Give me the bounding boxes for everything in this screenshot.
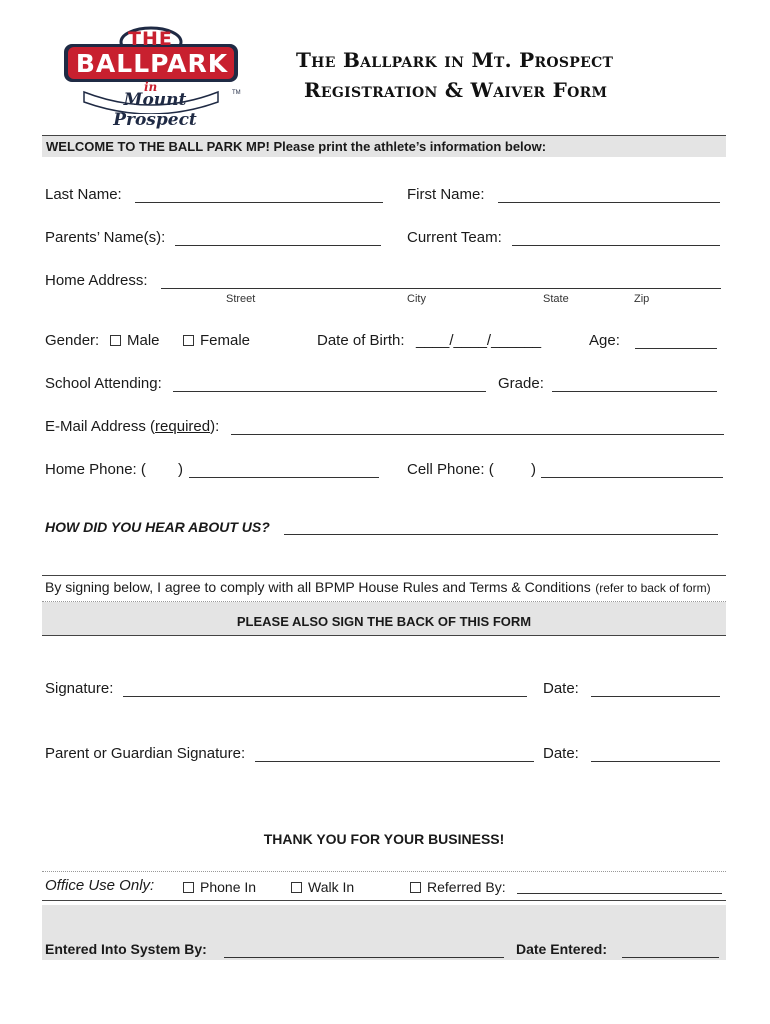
logo-ballpark: BALLPARK <box>75 49 229 78</box>
logo-the: THE <box>128 28 173 50</box>
parents-name-field[interactable] <box>175 245 381 246</box>
hear-about-field[interactable] <box>284 534 718 535</box>
current-team-label: Current Team: <box>407 229 502 246</box>
female-label: Female <box>200 332 251 349</box>
email-required: required <box>155 418 211 435</box>
current-team-field[interactable] <box>512 245 720 246</box>
date-entered-field[interactable] <box>622 957 719 958</box>
female-option[interactable] <box>183 332 250 349</box>
guardian-signature-label: Parent or Guardian Signature: <box>45 745 246 762</box>
referred-by-option[interactable] <box>410 879 506 895</box>
logo-mount-prospect: Mount Prospect <box>113 90 197 130</box>
age-label: Age: <box>589 332 620 349</box>
cell-phone-label: Cell Phone: ( <box>407 461 494 478</box>
date-entered-label: Date Entered: <box>516 941 608 957</box>
agreement-note: (refer to back of form) <box>595 581 711 595</box>
parents-name-label: Parents’ Name(s): <box>45 229 166 246</box>
guardian-date-label: Date: <box>543 745 579 762</box>
logo-trademark: TM <box>232 90 241 96</box>
home-phone-field[interactable] <box>189 477 379 478</box>
walk-in-option[interactable] <box>291 879 354 895</box>
signature-field[interactable] <box>123 696 527 697</box>
welcome-text: WELCOME TO THE BALL PARK MP! Please print the athlete’s information below: <box>46 139 547 154</box>
logo-in: in <box>144 80 158 94</box>
female-checkbox[interactable] <box>183 335 194 346</box>
email-label <box>45 418 219 435</box>
email-label-suffix: ): <box>210 418 220 435</box>
agreement-bottom-rule <box>42 635 726 636</box>
signature-date-field[interactable] <box>591 696 720 697</box>
sign-back-text: PLEASE ALSO SIGN THE BACK OF THIS FORM <box>236 614 532 629</box>
grade-label: Grade: <box>498 375 544 392</box>
referred-by-field[interactable] <box>517 893 722 894</box>
cell-phone-field[interactable] <box>541 477 723 478</box>
email-field[interactable] <box>231 434 724 435</box>
office-use-label: Office Use Only: <box>45 877 155 894</box>
grade-field[interactable] <box>552 391 717 392</box>
office-top-rule <box>42 871 726 872</box>
walk-in-label: Walk In <box>308 879 355 895</box>
walk-in-checkbox[interactable] <box>291 882 302 893</box>
first-name-field[interactable] <box>498 202 720 203</box>
form-subtitle: Registration & Waiver Form <box>304 78 608 102</box>
phone-in-label: Phone In <box>200 879 257 895</box>
ballpark-logo <box>56 22 246 130</box>
form-title: The Ballpark in Mt. Prospect <box>296 48 614 72</box>
home-address-label: Home Address: <box>45 272 148 289</box>
first-name-label: First Name: <box>407 186 485 203</box>
home-address-field[interactable] <box>161 288 721 289</box>
cell-phone-close: ) <box>531 461 536 478</box>
signature-date-label: Date: <box>543 680 579 697</box>
entered-by-label: Entered Into System By: <box>45 941 207 957</box>
male-option[interactable] <box>110 332 160 349</box>
school-label: School Attending: <box>45 375 162 392</box>
male-checkbox[interactable] <box>110 335 121 346</box>
last-name-label: Last Name: <box>45 186 122 203</box>
guardian-date-field[interactable] <box>591 761 720 762</box>
office-mid-rule <box>42 900 726 901</box>
male-label: Male <box>127 332 160 349</box>
zip-caption: Zip <box>634 293 650 305</box>
street-caption: Street <box>226 293 256 305</box>
school-field[interactable] <box>173 391 486 392</box>
referred-by-checkbox[interactable] <box>410 882 421 893</box>
home-phone-label: Home Phone: ( <box>45 461 146 478</box>
age-field[interactable] <box>635 348 717 349</box>
entered-by-field[interactable] <box>224 957 504 958</box>
gender-label: Gender: <box>45 332 100 349</box>
phone-in-option[interactable] <box>183 879 256 895</box>
signature-label: Signature: <box>45 680 114 697</box>
state-caption: State <box>543 293 569 305</box>
guardian-signature-field[interactable] <box>255 761 534 762</box>
phone-in-checkbox[interactable] <box>183 882 194 893</box>
dob-label: Date of Birth: <box>317 332 405 349</box>
hear-about-label: HOW DID YOU HEAR ABOUT US? <box>45 519 270 535</box>
last-name-field[interactable] <box>135 202 383 203</box>
agreement-top-rule <box>42 575 726 576</box>
referred-by-label: Referred By: <box>427 879 506 895</box>
agreement-text-row <box>45 579 711 597</box>
agreement-text: By signing below, I agree to comply with all BPMP House Rules and Terms & Conditions <box>45 579 591 595</box>
email-label-prefix: E-Mail Address ( <box>45 418 156 435</box>
city-caption: City <box>407 293 426 305</box>
thank-you-text: THANK YOU FOR YOUR BUSINESS! <box>263 831 505 847</box>
home-phone-close: ) <box>178 461 183 478</box>
dob-field[interactable]: ____/____/______ <box>416 332 542 349</box>
